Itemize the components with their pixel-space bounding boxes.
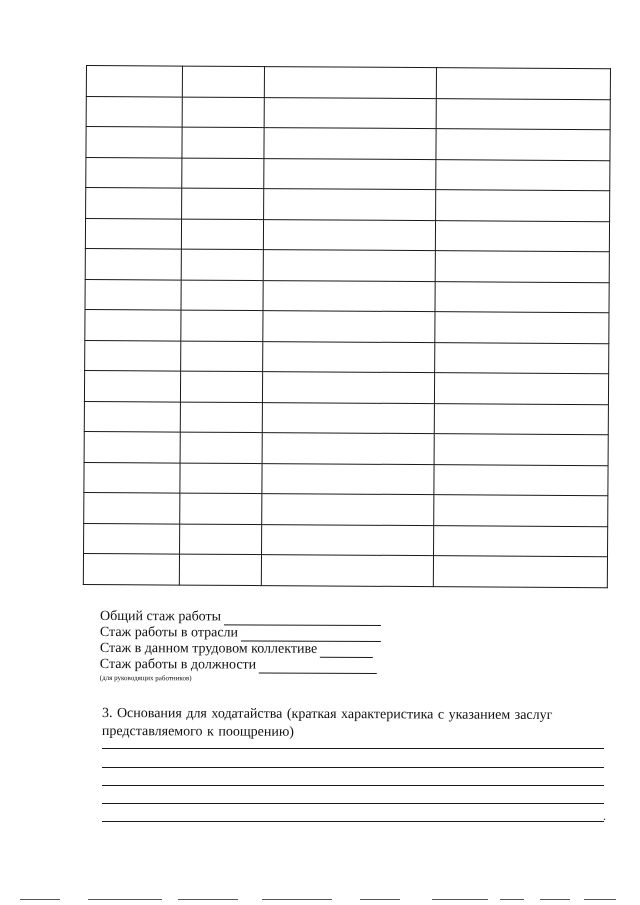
table-cell[interactable] bbox=[84, 462, 180, 493]
table-cell[interactable] bbox=[180, 493, 262, 524]
table-cell[interactable] bbox=[264, 158, 436, 190]
table-cell[interactable] bbox=[182, 127, 264, 158]
table-cell[interactable] bbox=[182, 66, 264, 97]
table-cell[interactable] bbox=[84, 492, 180, 523]
position-experience-line bbox=[100, 657, 420, 674]
footer-scan-artifact bbox=[500, 899, 524, 900]
table-cell[interactable] bbox=[84, 401, 180, 432]
table-cell[interactable] bbox=[182, 97, 264, 128]
blank-grid-table bbox=[83, 65, 611, 588]
table-cell[interactable] bbox=[433, 556, 607, 588]
ruled-line[interactable] bbox=[102, 821, 604, 822]
table-cell[interactable] bbox=[85, 218, 181, 249]
ruled-line[interactable] bbox=[102, 785, 604, 786]
position-experience-label: Стаж работы в должности bbox=[99, 656, 257, 673]
position-experience-field[interactable] bbox=[259, 661, 377, 674]
grounds-heading-line-2: представляемого к поощрению) bbox=[101, 723, 294, 740]
footer-scan-artifact bbox=[20, 899, 60, 900]
table-cell[interactable] bbox=[86, 66, 182, 97]
table-cell[interactable] bbox=[435, 342, 609, 374]
table-cell[interactable] bbox=[264, 97, 436, 129]
table-row bbox=[85, 340, 609, 374]
table-cell[interactable] bbox=[264, 67, 436, 99]
work-experience-block bbox=[100, 609, 420, 684]
table-cell[interactable] bbox=[263, 219, 435, 251]
table-cell[interactable] bbox=[263, 341, 435, 373]
collective-experience-line bbox=[100, 641, 420, 658]
table-cell[interactable] bbox=[85, 309, 181, 340]
table-cell[interactable] bbox=[179, 554, 261, 585]
table-row bbox=[86, 157, 610, 191]
table-cell[interactable] bbox=[180, 432, 262, 463]
table-cell[interactable] bbox=[85, 248, 181, 279]
table-row bbox=[84, 492, 608, 526]
table-cell[interactable] bbox=[434, 495, 608, 527]
footer-scan-artifact bbox=[540, 899, 570, 900]
closing-period: . bbox=[603, 809, 606, 823]
table-cell[interactable] bbox=[182, 188, 264, 219]
table-cell[interactable] bbox=[435, 251, 609, 283]
table-cell[interactable] bbox=[180, 524, 262, 555]
table-cell[interactable] bbox=[181, 219, 263, 250]
table-row bbox=[85, 218, 609, 252]
industry-experience-line bbox=[100, 625, 420, 642]
table-cell[interactable] bbox=[262, 494, 434, 526]
table-cell[interactable] bbox=[264, 128, 436, 160]
footer-scan-artifact bbox=[262, 899, 332, 900]
footer-scan-artifact bbox=[584, 899, 616, 900]
table-row bbox=[85, 309, 609, 343]
grid-table-body bbox=[83, 66, 610, 588]
table-cell[interactable] bbox=[435, 281, 609, 313]
table-cell[interactable] bbox=[86, 157, 182, 188]
table-cell[interactable] bbox=[263, 280, 435, 312]
table-cell[interactable] bbox=[84, 431, 180, 462]
table-row bbox=[84, 523, 608, 557]
table-cell[interactable] bbox=[84, 370, 180, 401]
table-cell[interactable] bbox=[434, 373, 608, 405]
table-cell[interactable] bbox=[83, 553, 179, 584]
table-cell[interactable] bbox=[435, 220, 609, 252]
total-experience-label: Общий стаж работы bbox=[99, 609, 222, 625]
position-experience-note: (для руководящих работников) bbox=[99, 673, 192, 683]
collective-experience-field[interactable] bbox=[320, 645, 373, 658]
table-cell[interactable] bbox=[263, 250, 435, 282]
table-cell[interactable] bbox=[434, 434, 608, 466]
table-row bbox=[85, 279, 609, 313]
ruled-line[interactable] bbox=[102, 803, 604, 804]
table-cell[interactable] bbox=[436, 159, 610, 191]
table-cell[interactable] bbox=[262, 433, 434, 465]
table-cell[interactable] bbox=[181, 280, 263, 311]
table-cell[interactable] bbox=[436, 129, 610, 161]
table-cell[interactable] bbox=[436, 190, 610, 222]
table-row bbox=[83, 553, 607, 587]
table-cell[interactable] bbox=[85, 279, 181, 310]
table-cell[interactable] bbox=[436, 68, 610, 100]
table-row bbox=[86, 96, 610, 130]
table-cell[interactable] bbox=[86, 96, 182, 127]
total-experience-line bbox=[100, 609, 420, 626]
table-cell[interactable] bbox=[180, 402, 262, 433]
table-cell[interactable] bbox=[181, 249, 263, 280]
table-row bbox=[84, 370, 608, 404]
table-row bbox=[84, 401, 608, 435]
table-cell[interactable] bbox=[434, 525, 608, 557]
table-cell[interactable] bbox=[84, 523, 180, 554]
table-cell[interactable] bbox=[182, 158, 264, 189]
table-cell[interactable] bbox=[180, 371, 262, 402]
ruled-line[interactable] bbox=[102, 748, 604, 749]
table-cell[interactable] bbox=[261, 555, 433, 587]
table-cell[interactable] bbox=[262, 463, 434, 495]
table-row bbox=[84, 431, 608, 465]
table-cell[interactable] bbox=[86, 127, 182, 158]
industry-experience-field[interactable] bbox=[241, 628, 381, 641]
table-cell[interactable] bbox=[262, 372, 434, 404]
footer-scan-artifact bbox=[178, 899, 238, 900]
table-cell[interactable] bbox=[436, 98, 610, 130]
industry-experience-label: Стаж работы в отрасли bbox=[99, 624, 239, 641]
total-experience-field[interactable] bbox=[224, 612, 381, 626]
table-row bbox=[85, 248, 609, 282]
table-row bbox=[86, 188, 610, 222]
table-cell[interactable] bbox=[180, 463, 262, 494]
table-cell[interactable] bbox=[435, 312, 609, 344]
table-cell[interactable] bbox=[262, 524, 434, 556]
table-cell[interactable] bbox=[86, 188, 182, 219]
ruled-line[interactable] bbox=[102, 767, 604, 768]
table-cell[interactable] bbox=[262, 402, 434, 434]
table-cell[interactable] bbox=[181, 310, 263, 341]
footer-scan-artifact bbox=[88, 899, 162, 900]
table-cell[interactable] bbox=[181, 341, 263, 372]
footer-scan-artifact bbox=[360, 899, 400, 900]
grounds-section bbox=[102, 705, 602, 743]
collective-experience-label: Стаж в данном трудовом коллективе bbox=[99, 640, 318, 657]
table-cell[interactable] bbox=[434, 464, 608, 496]
table-cell[interactable] bbox=[264, 189, 436, 221]
grounds-heading-line-1: 3. Основания для ходатайства (краткая характеристика с указанием заслуг bbox=[101, 706, 553, 723]
table-row bbox=[86, 127, 610, 161]
footer-scan-artifact bbox=[432, 899, 488, 900]
table-row bbox=[86, 66, 610, 100]
table-row bbox=[84, 462, 608, 496]
table-cell[interactable] bbox=[434, 403, 608, 435]
table-cell[interactable] bbox=[85, 340, 181, 371]
table-cell[interactable] bbox=[263, 311, 435, 343]
